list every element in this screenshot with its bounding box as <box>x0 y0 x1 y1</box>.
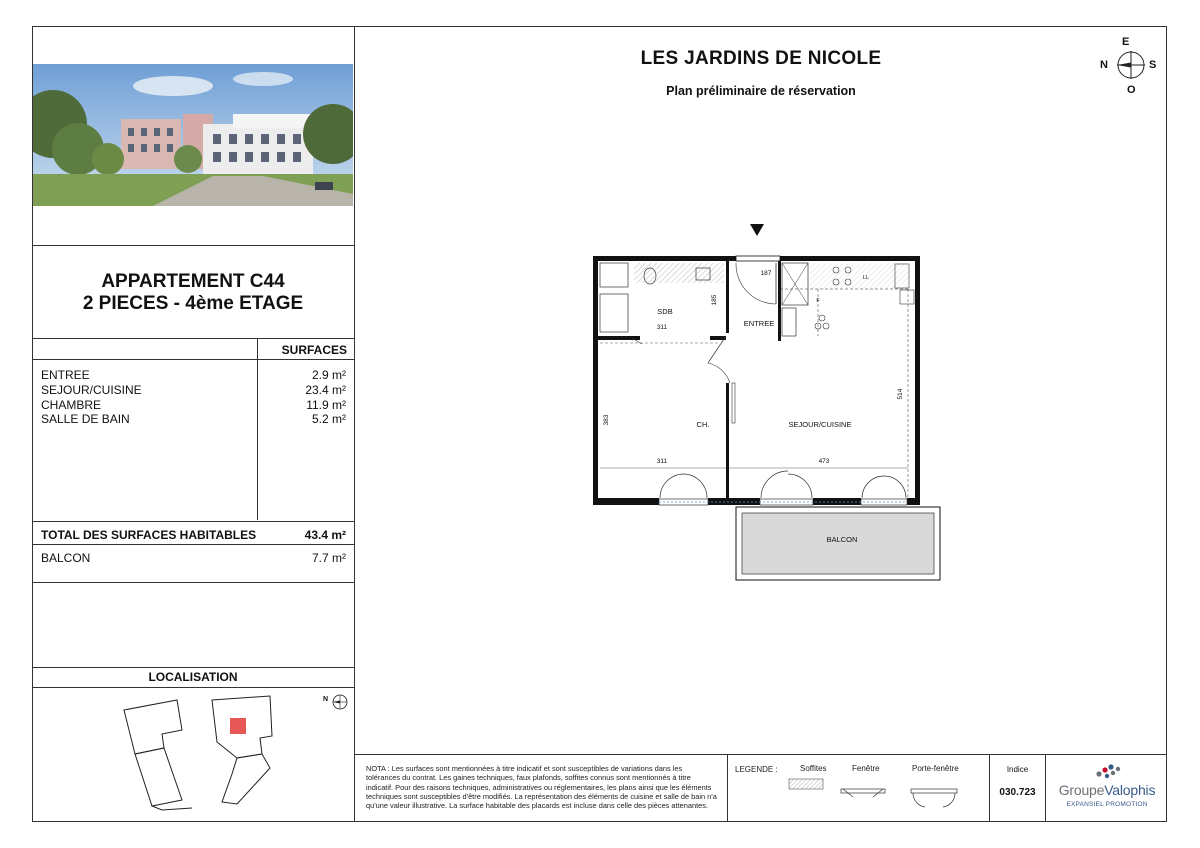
room-label-sdb: SDB <box>657 307 673 316</box>
surface-label: SALLE DE BAIN <box>41 412 130 426</box>
dim-514: 514 <box>897 388 904 400</box>
localisation-map <box>32 688 354 821</box>
total-surface-row <box>41 528 346 543</box>
room-label-chambre: CH. <box>696 420 710 429</box>
groupe-valophis-logo <box>1049 761 1165 819</box>
logo-subtext: EXPANSIEL PROMOTION <box>1066 801 1148 808</box>
logo-text-groupe: Groupe <box>1058 782 1105 798</box>
project-title: LES JARDINS DE NICOLE <box>640 48 882 69</box>
compass-o-label: O <box>1127 84 1136 96</box>
apartment-title: APPARTEMENT C44 <box>101 271 285 292</box>
surface-value: 2.9 m² <box>311 368 346 382</box>
soffites-swatch <box>789 779 823 789</box>
localisation-title: LOCALISATION <box>148 670 238 684</box>
legend-symbols <box>785 775 985 815</box>
porte-fenetre-icon <box>911 789 957 807</box>
dim-383: 383 <box>603 414 610 426</box>
footer <box>355 754 1167 822</box>
entry-arrow-icon <box>750 224 764 236</box>
surface-row-sejour <box>41 383 346 398</box>
dim-ll: LL <box>862 275 870 281</box>
dim-311-ch: 311 <box>656 458 668 465</box>
balcon-label: BALCON <box>41 551 91 565</box>
room-label-balcon: BALCON <box>826 535 858 544</box>
compass-icon <box>1100 36 1160 96</box>
dim-185: 185 <box>711 294 718 306</box>
fenetre-icon <box>841 789 885 797</box>
logo-text-valophis: Valophis <box>1104 782 1156 798</box>
building-render-image <box>33 64 353 206</box>
plan-subtitle: Plan préliminaire de réservation <box>666 84 856 98</box>
legend-porte-fenetre-label: Porte-fenêtre <box>912 764 959 773</box>
total-label: TOTAL DES SURFACES HABITABLES <box>41 528 257 542</box>
dim-311-sdb: 311 <box>656 324 668 331</box>
floor-plan <box>560 218 960 588</box>
dim-f: F <box>816 298 820 304</box>
logo-mark-icon <box>1093 763 1123 779</box>
north-arrow-icon <box>323 695 347 709</box>
left-panel <box>32 26 355 822</box>
dim-187: 187 <box>760 270 772 277</box>
apartment-location-marker <box>230 718 246 734</box>
legend-soffites-label: Soffites <box>800 764 827 773</box>
surface-label: CHAMBRE <box>41 398 102 412</box>
surface-value: 11.9 m² <box>306 398 346 412</box>
compass-s-label: S <box>1149 59 1157 71</box>
surface-row-entree <box>41 368 346 383</box>
total-value: 43.4 m² <box>304 528 346 542</box>
surface-label: SEJOUR/CUISINE <box>41 383 142 397</box>
north-label: N <box>323 696 329 703</box>
balcon-row <box>41 551 346 566</box>
apartment-subtitle: 2 PIECES - 4ème ETAGE <box>82 293 304 314</box>
surface-value: 23.4 m² <box>305 383 346 397</box>
legend-fenetre-label: Fenêtre <box>852 764 880 773</box>
compass-n-label: N <box>1100 59 1108 71</box>
dim-473: 473 <box>818 458 830 465</box>
balcon-value: 7.7 m² <box>311 551 346 565</box>
surface-label: ENTREE <box>41 368 90 382</box>
room-label-entree: ENTREE <box>743 319 775 328</box>
compass-e-label: E <box>1122 36 1130 48</box>
indice-value: 030.723 <box>999 787 1036 798</box>
indice-label: Indice <box>1006 765 1029 774</box>
legend-title: LEGENDE : <box>735 765 778 774</box>
surface-row-sdb <box>41 412 346 427</box>
surface-value: 5.2 m² <box>311 412 346 426</box>
legal-note: NOTA : Les surfaces sont mentionnées à titre indicatif et sont susceptibles de variations dans les tolérances du contrat. Les gaines techniques, faux plafonds, soffites connus sont mentionnés à titre indicatif. Pour des raisons techniques, administratives ou réglementaires, les plans ainsi que les éléments techniques sont susceptibles d'être modifiés. La représentation des éléments de cuisine et salle de bain n'a qu'une valeur illustrative. La surface habitable des placards est incluse dans celle des pièces attenantes. <box>366 764 717 811</box>
surfaces-heading: SURFACES <box>281 343 347 357</box>
room-label-sejour: SEJOUR/CUISINE <box>788 420 852 429</box>
surface-row-chambre <box>41 398 346 413</box>
